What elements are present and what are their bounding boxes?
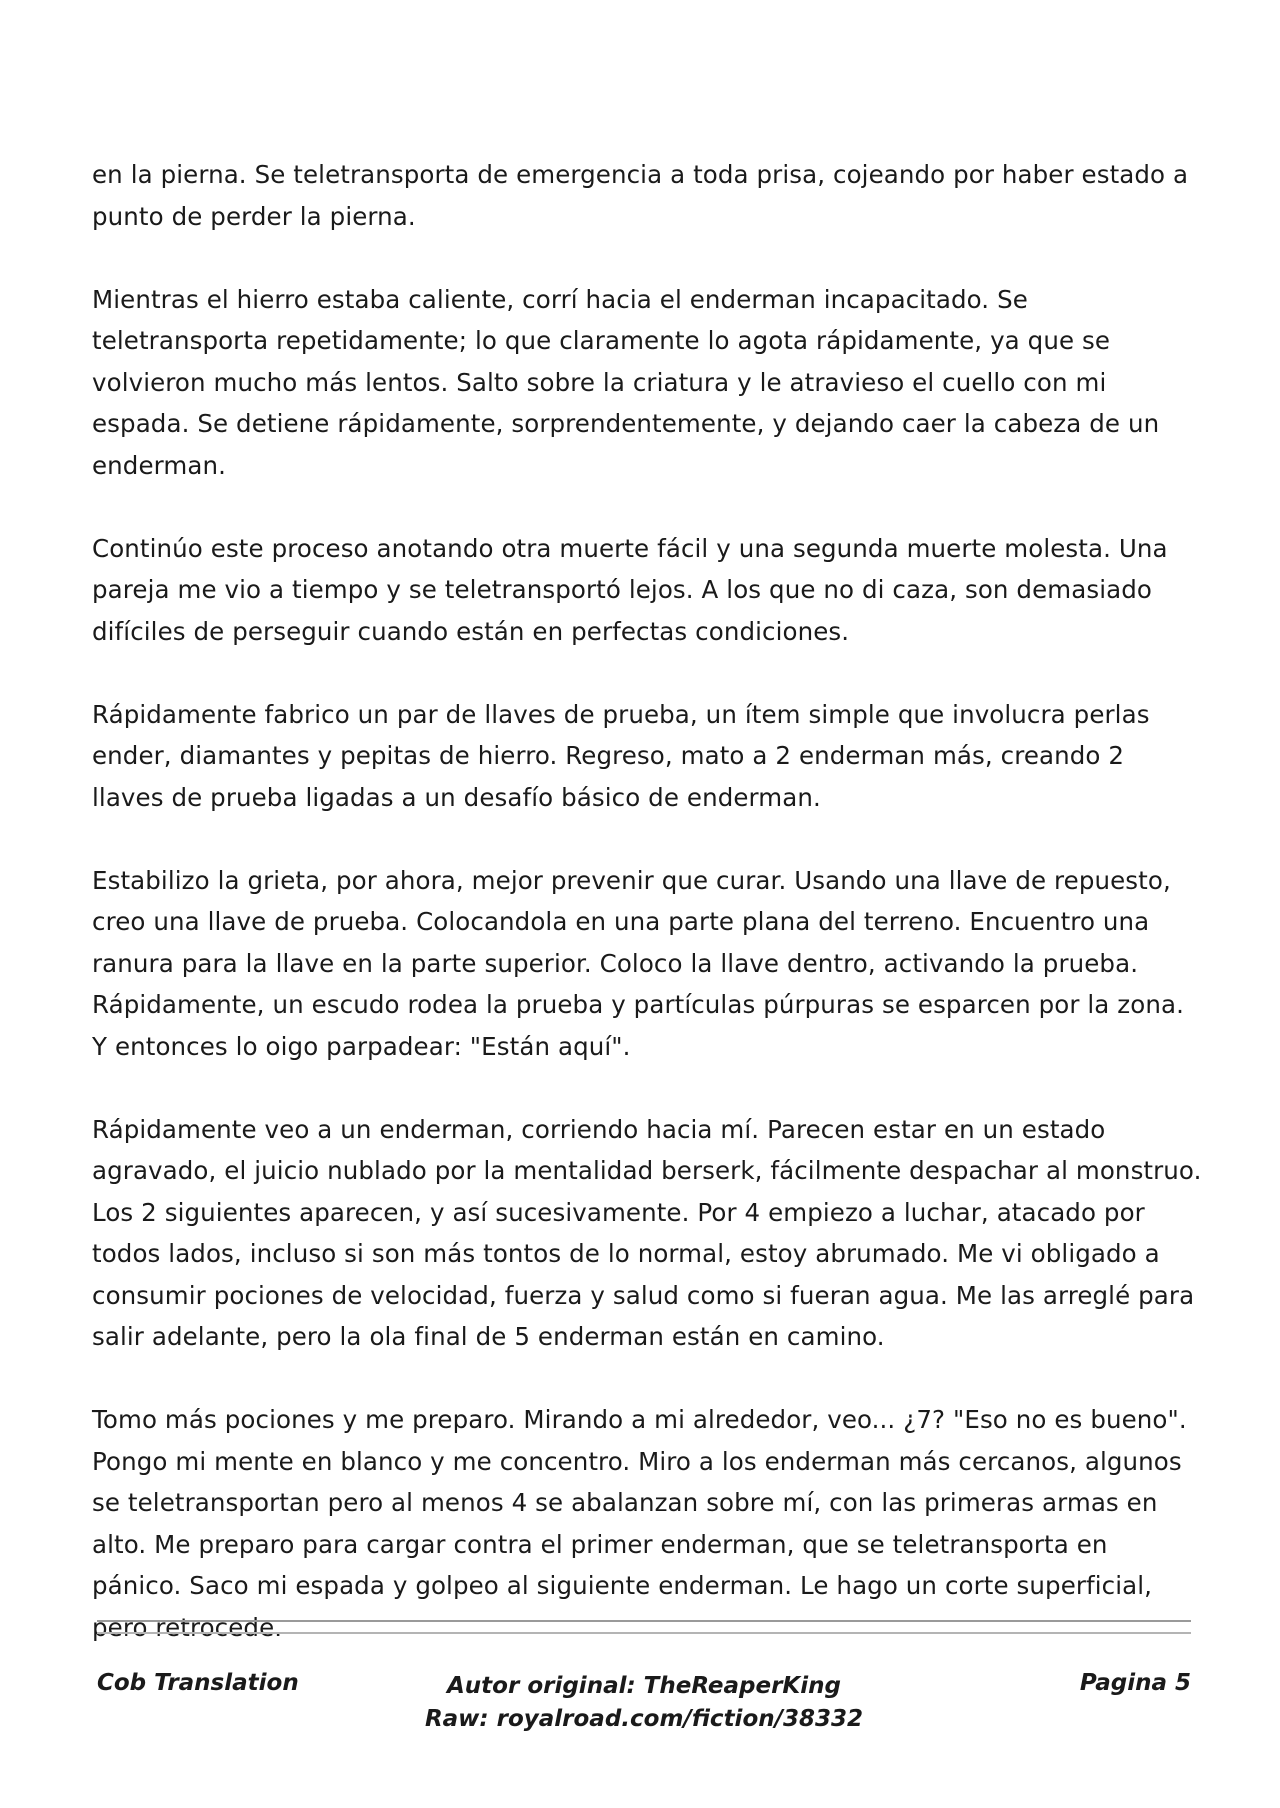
paragraph: Mientras el hierro estaba caliente, corrí hacia el enderman incapacitado. Se teletransporta repetidamente; lo que claramente lo agota rápidamente, ya que se volvieron mucho más lentos. Salto sobre la criatura y le atravieso el cuello con mi espada. Se detiene rápidamente, sorprendentemente, y dejando caer la cabeza de un enderman. — [92, 284, 1160, 480]
paragraph: Rápidamente veo a un enderman, corriendo hacia mí. Parecen estar en un estado agravado, el juicio nublado por la mentalidad berserk, fácilmente despachar al monstruo. Los 2 siguientes aparecen, y así sucesivamente. Por 4 empiezo a luchar, atacado por todos lados, incluso si son más tontos de lo normal, estoy abrumado. Me vi obligado a consumir pociones de velocidad, fuerza y salud como si fueran agua. Me las arreglé para salir adelante, pero la ola final de 5 enderman están en camino. — [92, 1114, 1202, 1351]
paragraph: Continúo este proceso anotando otra muerte fácil y una segunda muerte molesta. Una pareja me vio a tiempo y se teletransportó lejos. A los que no di caza, son demasiado difíciles de perseguir cuando están en perfectas condiciones. — [92, 533, 1168, 646]
footer-divider-bottom — [97, 1632, 1191, 1634]
footer-translator: Cob Translation — [97, 1670, 299, 1696]
footer-original-author: Autor original: TheReaperKing — [447, 1673, 841, 1699]
paragraph: en la pierna. Se teletransporta de emergencia a toda prisa, cojeando por haber estado a punto de perder la pierna. — [92, 160, 1189, 231]
footer-raw-source: Raw: royalroad.com/fiction/38332 — [424, 1706, 864, 1732]
paragraph: Tomo más pociones y me preparo. Mirando a mi alrededor, veo... ¿7? "Eso no es bueno". Pongo mi mente en blanco y me concentro. Miro a los enderman más cercanos, algunos se teletransportan pero al menos 4 se abalanzan sobre mí, con las primeras armas en alto. Me preparo para cargar contra el primer enderman, que se teletransporta en pánico. Saco mi espada y golpeo al siguiente enderman. Le hago un corte superficial, pero retrocede. — [92, 1405, 1187, 1642]
page-footer — [97, 1670, 1191, 1760]
paragraph: Rápidamente fabrico un par de llaves de prueba, un ítem simple que involucra perlas ender, diamantes y pepitas de hierro. Regreso, mato a 2 enderman más, creando 2 llaves de prueba ligadas a un desafío básico de enderman. — [92, 699, 1150, 812]
paragraph: Estabilizo la grieta, por ahora, mejor prevenir que curar. Usando una llave de repuesto, creo una llave de prueba. Colocandola en una parte plana del terreno. Encuentro una ranura para la llave en la parte superior. Coloco la llave dentro, activando la prueba. Rápidamente, un escudo rodea la prueba y partículas púrpuras se esparcen por la zona. Y entonces lo oigo parpadear: "Están aquí". — [92, 865, 1184, 1061]
footer-page-number: Pagina 5 — [1079, 1670, 1191, 1696]
footer-divider-top — [97, 1620, 1191, 1622]
body-text — [92, 154, 1202, 1690]
footer-credits — [97, 1670, 1191, 1736]
